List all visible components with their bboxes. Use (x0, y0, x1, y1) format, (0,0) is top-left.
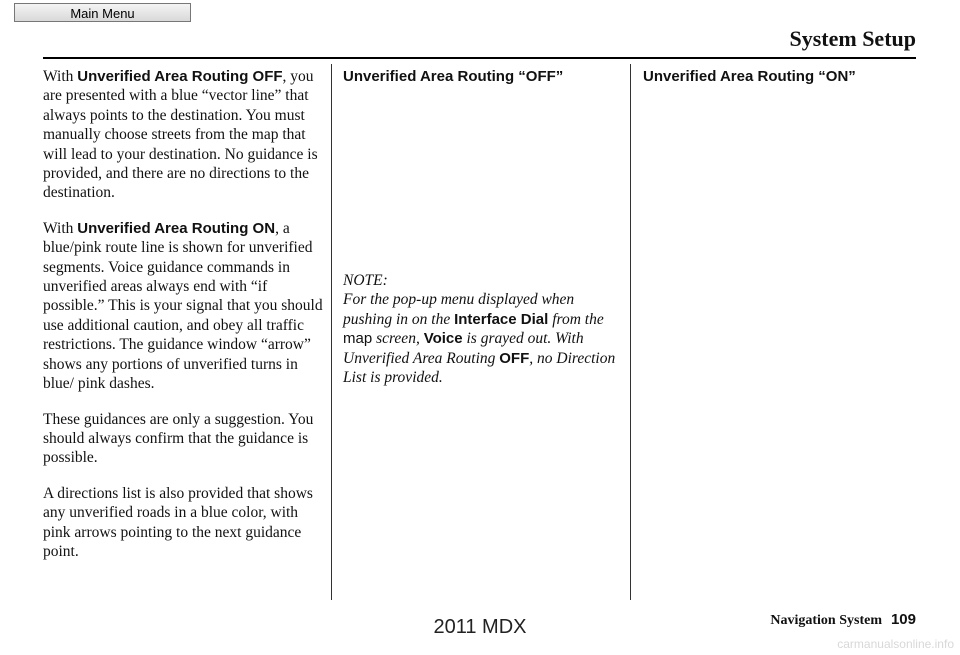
watermark: carmanualsonline.info (837, 637, 954, 651)
paragraph-suggestion: These guidances are only a suggestion. You should always confirm that the guidance is possible. (43, 410, 314, 467)
interface-dial-label: Interface Dial (454, 310, 549, 328)
right-column (643, 67, 918, 86)
left-column (43, 67, 323, 577)
column-divider-2 (630, 64, 631, 600)
middle-column (343, 67, 618, 86)
footer-section-label: Navigation System (770, 613, 882, 628)
page-number: 109 (890, 611, 916, 628)
voice-label: Voice (423, 330, 463, 348)
setting-name-on: Unverified Area Routing ON (77, 219, 276, 237)
paragraph-routing-on: With Unverified Area Routing ON, a blue/pink route line is shown for unverified segments. Voice guidance commands in unverified areas always end with “if possible.” This is your signal that you should use additional caution, and obey all traffic restrictions. The guidance window “arrow” shows any portions of unverified turns in blue/ pink dashes. (43, 219, 323, 393)
setting-name-off: Unverified Area Routing OFF (77, 68, 283, 85)
column-divider-1 (331, 64, 332, 600)
note-block (343, 271, 618, 387)
main-menu-button[interactable]: Main Menu (14, 3, 191, 22)
note-label: NOTE: (343, 272, 388, 289)
off-label: OFF (499, 349, 530, 367)
routing-on-heading: Unverified Area Routing “ON” (643, 68, 856, 85)
map-label: map (343, 330, 373, 348)
header-rule (43, 57, 916, 59)
paragraph-directions-list: A directions list is also provided that shows any unverified roads in a blue color, with pink arrows pointing to the next guidance point. (43, 484, 313, 560)
routing-off-heading: Unverified Area Routing “OFF” (343, 68, 564, 85)
note-text: For the pop-up menu displayed when pushing in on the Interface Dial from the map screen, Voice is grayed out. With Unverified Area Routing OFF, no Direction List is provided. (343, 291, 616, 387)
page-title: System Setup (789, 26, 916, 51)
model-label: 2011 MDX (433, 616, 527, 638)
paragraph-routing-off: With Unverified Area Routing OFF, you are presented with a blue “vector line” that always points to the destination. You must manually choose streets from the map that will lead to your destination. No guidance is provided, and there are no directions to the destination. (43, 68, 318, 202)
